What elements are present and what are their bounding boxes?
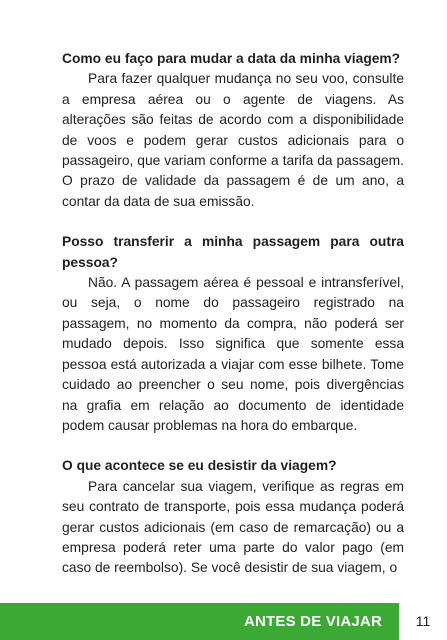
footer-section-bar <box>0 603 399 640</box>
qa-block-change-date <box>62 49 404 212</box>
question-heading: Como eu faço para mudar a data da minha viagem? <box>62 51 401 66</box>
page-content <box>62 49 404 599</box>
answer-paragraph: Para cancelar sua viagem, verifique as regras em seu contrato de transporte, pois essa mudança poderá gerar custos adicionais (em caso de remarcação) ou a empresa poderá reter uma parte do valor pago (em caso de reembolso). Se você desistir de sua viagem, o <box>62 478 404 576</box>
footer-section-title: ANTES DE VIAJAR <box>243 613 382 630</box>
qa-block-transfer-ticket <box>62 232 404 436</box>
qa-block-cancel-trip <box>62 456 404 578</box>
answer-paragraph: Não. A passagem aérea é pessoal e intransferível, ou seja, o nome do passageiro registrado na passagem, no momento da compra, não poderá ser mudado depois. Isso significa que somente essa pessoa está autorizada a viajar com esse bilhete. Tome cuidado ao preencher o seu nome, pois divergências na grafia em relação ao documento de identidade podem causar problemas na hora do embarque. <box>62 275 404 433</box>
page-number: 11 <box>415 613 431 629</box>
question-heading: O que acontece se eu desistir da viagem? <box>62 458 337 474</box>
question-heading: Posso transferir a minha passagem para outra pessoa? <box>62 234 404 270</box>
answer-paragraph: Para fazer qualquer mudança no seu voo, consulte a empresa aérea ou o agente de viagens. As alterações são feitas de acordo com a disponibilidade de voos e podem gerar custos adicionais para o passageiro, que variam conforme a tarifa da passagem. O prazo de validade da passagem é de um ano, a contar da data de sua emissão. <box>62 71 404 209</box>
